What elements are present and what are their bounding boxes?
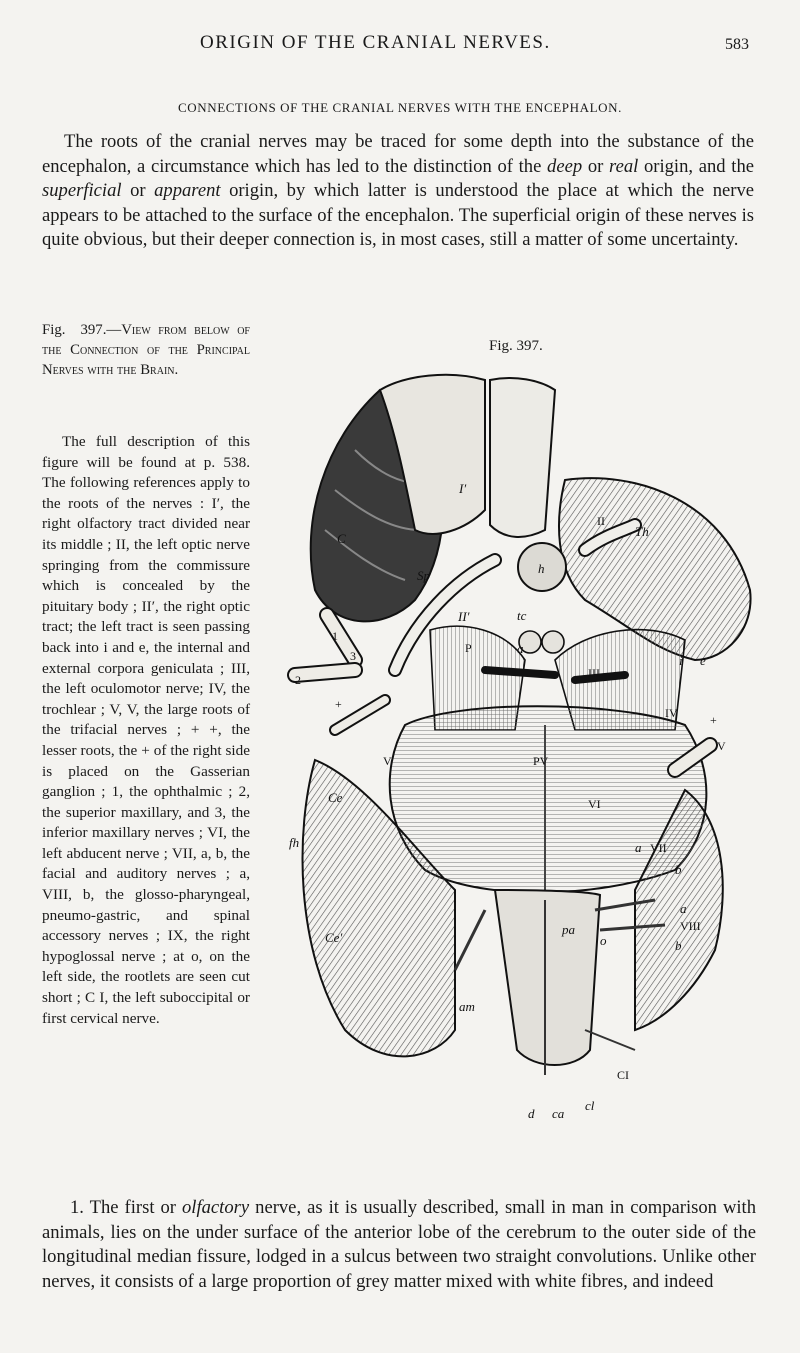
intro-text-or: or — [582, 155, 610, 177]
label-V-right: V — [383, 754, 392, 768]
brain-figure — [255, 330, 775, 1130]
label-I-prime: I′ — [459, 481, 467, 496]
intro-paragraph — [42, 130, 754, 253]
label-plus-left: + — [710, 713, 717, 727]
label-a-glosso: a — [680, 901, 687, 916]
term-real: real — [609, 155, 639, 177]
label-h: h — [538, 561, 545, 576]
label-Th: Th — [635, 524, 649, 539]
figure-description-text: The full description of this figure will be found at p. 538. The following references apply to the roots of the nerves : I′, the right olfactory tract divided near its middle ; II, the left optic nerve springing from the commissure which is concealed by the pituitary body ; II′, the right optic tract; the left tract is seen passing back into i and e, the internal and external corpora geniculata ; III, the left oculomotor nerve; IV, the trochlear ; V, V, the large roots of the trifacial nerves ; + +, the lesser roots, the + of the right side is placed on the Gasserian ganglion ; 1, the ophthalmic ; 2, the superior maxillary, and 3, the inferior maxillary nerves ; VI, the left abducent nerve ; VII, a, b, the facial and auditory nerves ; a, VIII, b, the glosso-pharyngeal, pneumo-gastric, and spinal accessory nerves ; IX, the right hypoglossal nerve ; at o, on the left side, the rootlets are seen cut short ; C I, the left suboccipital or first cervical nerve. — [42, 433, 250, 1027]
term-olfactory: olfactory — [182, 1197, 250, 1218]
label-C: C — [337, 531, 346, 546]
label-tc: tc — [517, 608, 527, 623]
brain-illustration — [255, 330, 775, 1130]
running-title: ORIGIN OF THE CRANIAL NERVES. — [200, 32, 551, 53]
label-CI: CI — [617, 1068, 629, 1082]
figure-label: Fig. 397. — [489, 338, 543, 354]
label-1: 1 — [332, 629, 338, 643]
label-II: II — [597, 514, 605, 528]
label-o: o — [600, 933, 607, 948]
label-a: a — [517, 641, 524, 656]
term-apparent: apparent — [154, 180, 221, 201]
label-VIII: VIII — [680, 919, 701, 933]
footer-text-1: The first or — [83, 1197, 182, 1218]
figure-description — [42, 432, 250, 1029]
label-3: 3 — [350, 649, 356, 663]
term-deep: deep — [547, 155, 583, 177]
label-fh: fh — [289, 835, 300, 850]
intro-text-or-2: or — [121, 180, 155, 201]
label-IV: IV — [665, 706, 678, 720]
label-pa: pa — [562, 922, 575, 937]
footer-text-2: nerve, as it is usually described, small in man in comparison with animals, lies on the under surface of the anterior lobe of the cerebrum to the outer side of the longitudinal median fissure, lodged in a sulcus between two straight convolutions. Unlike other nerves, it consists of a large proportion of grey matter mixed with white fibres, and indeed — [42, 1197, 757, 1292]
label-ca: ca — [552, 1106, 565, 1121]
paragraph-number: 1. — [70, 1197, 84, 1218]
label-d: d — [528, 1106, 535, 1121]
section-heading: CONNECTIONS OF THE CRANIAL NERVES WITH THE ENCEPHALON. — [178, 100, 622, 115]
caption-number: 397. — [80, 322, 107, 338]
label-a-facial: a — [635, 840, 642, 855]
caption-fig: Fig. — [42, 322, 66, 338]
label-Ce-prime: Ce′ — [325, 930, 343, 945]
label-V-left: V — [717, 739, 726, 753]
label-P: P — [465, 641, 472, 655]
label-PV: PV — [533, 754, 549, 768]
label-cl: cl — [585, 1098, 595, 1113]
label-plus-right: + — [335, 697, 342, 711]
label-b-facial: b — [675, 862, 682, 877]
intro-text-3: origin, by which latter is understood the place at which the nerve appears to be attached to the surface of the encephalon. The superficial origin of these nerves is quite obvious, but their deeper connection is, in most cases, still a matter of some uncertainty. — [42, 180, 754, 250]
running-head — [0, 30, 800, 60]
label-Ce: Ce — [328, 790, 343, 805]
olfactory-paragraph — [42, 1196, 756, 1294]
label-b-accessory: b — [675, 938, 682, 953]
label-VI: VI — [588, 797, 601, 811]
label-i: i — [679, 653, 683, 668]
label-2: 2 — [295, 673, 301, 687]
label-III: III — [588, 666, 600, 680]
label-Sp: Sp — [417, 568, 430, 583]
term-superficial: superficial — [42, 180, 122, 201]
label-e: e — [700, 653, 706, 668]
label-II-prime: II′ — [458, 609, 470, 624]
page-number: 583 — [725, 36, 749, 53]
label-am: am — [459, 999, 475, 1014]
label-VII: VII — [650, 841, 667, 855]
caption-title: View from below of the Connection of the Principal Nerves with the Brain. — [42, 322, 250, 378]
intro-text-2: origin, and the — [638, 155, 754, 177]
intro-text-1: The roots of the cranial nerves may be traced for some depth into the substance of the encephalon, a circumstance which has led to the distinction of the — [42, 131, 754, 177]
figure-caption — [42, 320, 250, 380]
caption-dash: — — [106, 322, 122, 338]
